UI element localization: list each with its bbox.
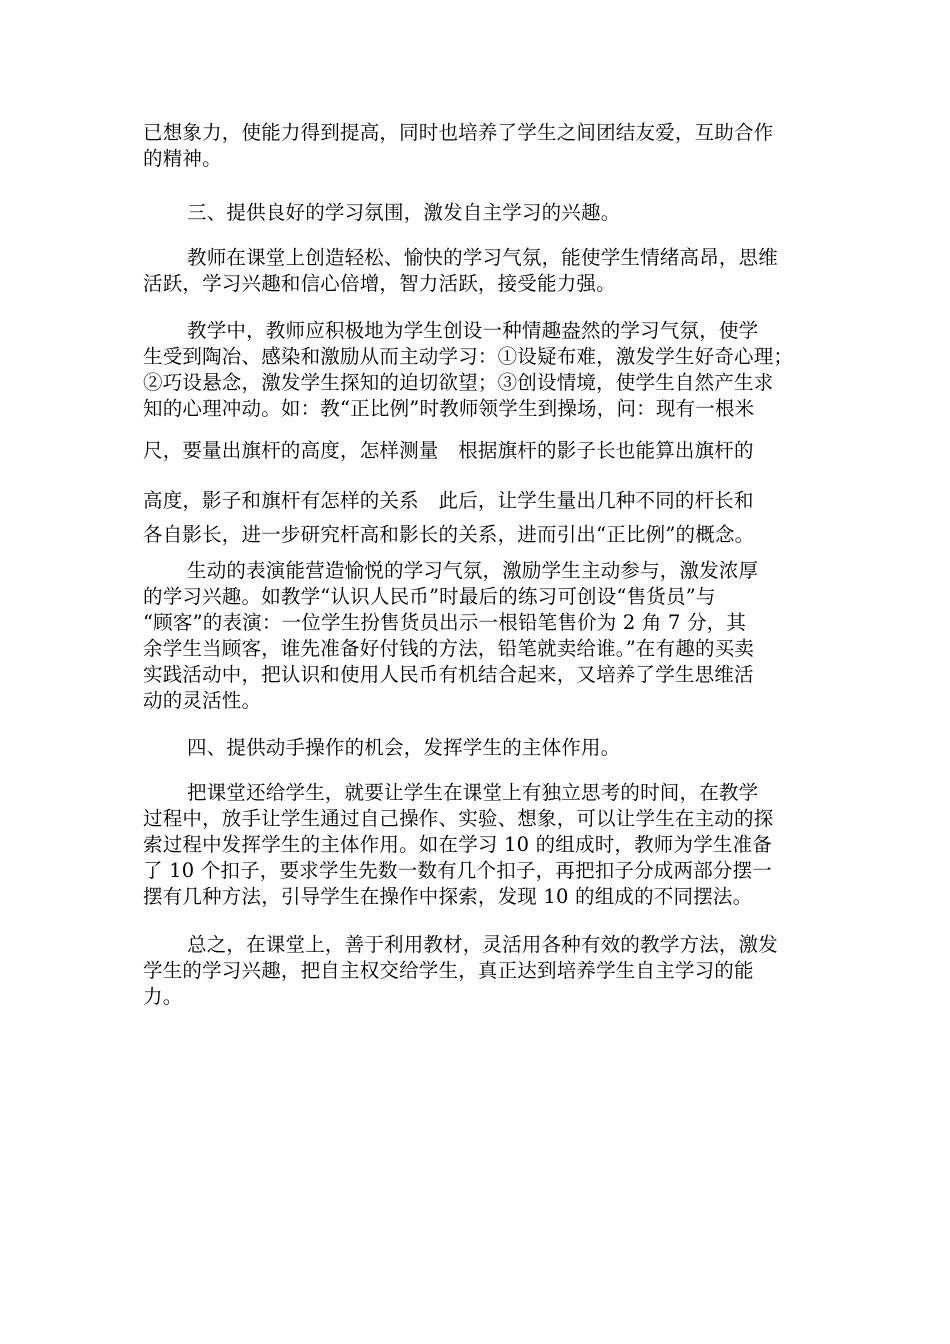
text-line: 摆有几种方法，引导学生在操作中探索，发现 10 的组成的不同摆法。 <box>143 885 753 908</box>
paragraph-hands-on <box>143 780 809 910</box>
paragraph-performance <box>143 558 809 714</box>
text-line: 活跃，学习兴趣和信心倍增，智力活跃，接受能力强。 <box>143 272 616 295</box>
paragraph-continuation <box>143 120 809 172</box>
text-line: 动的灵活性。 <box>143 689 262 712</box>
heading-text: 三、提供良好的学习氛围，激发自主学习的兴趣。 <box>187 201 621 224</box>
text-line: 总之，在课堂上，善于利用教材，灵活用各种有效的教学方法，激发 <box>187 933 779 956</box>
text-line: 的精神。 <box>143 147 222 170</box>
text-line: 余学生当顾客，谁先准备好付钱的方法，铅笔就卖给谁。”在有趣的买卖 <box>143 637 755 660</box>
text-line: 的学习兴趣。如教学“认识人民币”时最后的练习可创设“售货员”与 <box>143 585 716 608</box>
text-line: 实践活动中，把认识和使用人民币有机结合起来，又培养了学生思维活 <box>143 663 754 686</box>
text-line: 学生的学习兴趣，把自主权交给学生，真正达到培养学生自主学习的能 <box>143 959 754 982</box>
text-line: 尺，要量出旗杆的高度，怎样测量 根据旗杆的影子长也能算出旗杆的 <box>143 439 754 462</box>
text-line: 高度，影子和旗杆有怎样的关系 此后，让学生量出几种不同的杆长和 <box>143 489 754 512</box>
text-line: “顾客”的表演：一位学生扮售货员出示一根铅笔售价为 2 角 7 分，其 <box>143 611 747 634</box>
section-heading-4 <box>143 735 809 761</box>
paragraph-atmosphere <box>143 245 809 297</box>
text-line: 过程中，放手让学生通过自己操作、实验、想象，可以让学生在主动的探 <box>143 807 774 830</box>
text-line: 已想象力，使能力得到提高，同时也培养了学生之间团结友爱，互助合作 <box>143 121 774 144</box>
section-heading-3 <box>143 200 809 226</box>
paragraph-conclusion <box>143 932 809 1010</box>
text-line: ②巧设悬念，激发学生探知的迫切欲望；③创设情境，使学生自然产生求 <box>143 371 774 394</box>
text-line: 各自影长，进一步研究杆高和影长的关系，进而引出“正比例”的概念。 <box>143 523 755 546</box>
text-line: 了 10 个扣子，要求学生先数一数有几个扣子，再把扣子分成两部分摆一 <box>143 859 773 882</box>
text-line: 知的心理冲动。如：教“正比例”时教师领学生到操场，问：现有一根米 <box>143 397 755 420</box>
text-line: 索过程中发挥学生的主体作用。如在学习 10 的组成时，教师为学生准备 <box>143 833 773 856</box>
text-line: 生受到陶冶、感染和激励从而主动学习：①设疑布难，激发学生好奇心理； <box>143 345 794 368</box>
text-line: 教学中，教师应积极地为学生创设一种情趣盎然的学习气氛，使学 <box>187 319 759 342</box>
heading-text: 四、提供动手操作的机会，发挥学生的主体作用。 <box>187 736 621 759</box>
paragraph-teaching-methods <box>143 318 809 548</box>
text-line: 把课堂还给学生，就要让学生在课堂上有独立思考的时间，在教学 <box>187 781 759 804</box>
text-line: 力。 <box>143 985 183 1008</box>
text-line: 生动的表演能营造愉悦的学习气氛，激励学生主动参与，激发浓厚 <box>187 559 759 582</box>
text-line: 教师在课堂上创造轻松、愉快的学习气氛，能使学生情绪高昂，思维 <box>187 246 779 269</box>
